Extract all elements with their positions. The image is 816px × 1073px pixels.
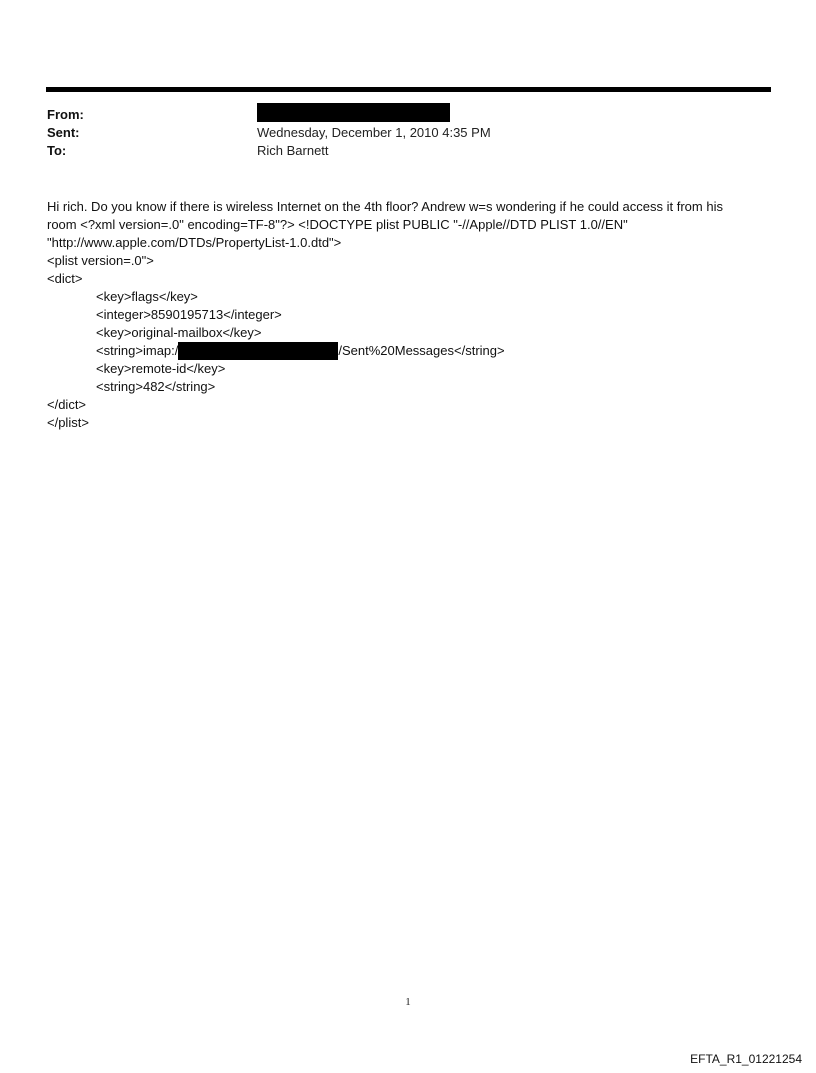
to-row [47,142,747,160]
body-line: <key>remote-id</key> [96,361,226,376]
body-line: room <?xml version=.0" encoding=TF-8"?> <!DOCTYPE plist PUBLIC "-//Apple//DTD PLIST 1.0//EN" [47,217,628,232]
sent-label: Sent: [47,125,80,140]
sent-value: Wednesday, December 1, 2010 4:35 PM [257,125,491,140]
email-header [47,106,747,160]
to-label: To: [47,143,67,158]
document-id: EFTA_R1_01221254 [690,1052,802,1066]
body-line: Hi rich. Do you know if there is wireless Internet on the 4th floor? Andrew w=s wondering if he could access it from his [47,199,723,214]
to-value: Rich Barnett [257,143,329,158]
redaction-block [257,103,450,122]
imap-prefix: <string>imap:/ [96,343,179,358]
body-line: <string>482</string> [96,379,216,394]
body-line: </plist> [47,415,89,430]
from-row [47,106,747,124]
sent-row [47,124,747,142]
email-body [47,198,767,432]
page-number: 1 [405,996,411,1008]
body-line: "http://www.apple.com/DTDs/PropertyList-1.0.dtd"> [47,235,342,250]
body-line: <dict> [47,271,83,286]
from-label: From: [47,107,84,122]
imap-suffix: /Sent%20Messages</string> [338,343,505,358]
header-rule [46,87,771,92]
body-line: </dict> [47,397,87,412]
body-line: <integer>8590195713</integer> [96,307,282,322]
body-line: <key>flags</key> [96,289,198,304]
body-line: <key>original-mailbox</key> [96,325,262,340]
body-line-imap [47,342,767,360]
redaction-block [178,342,338,360]
body-line: <plist version=.0"> [47,253,154,268]
